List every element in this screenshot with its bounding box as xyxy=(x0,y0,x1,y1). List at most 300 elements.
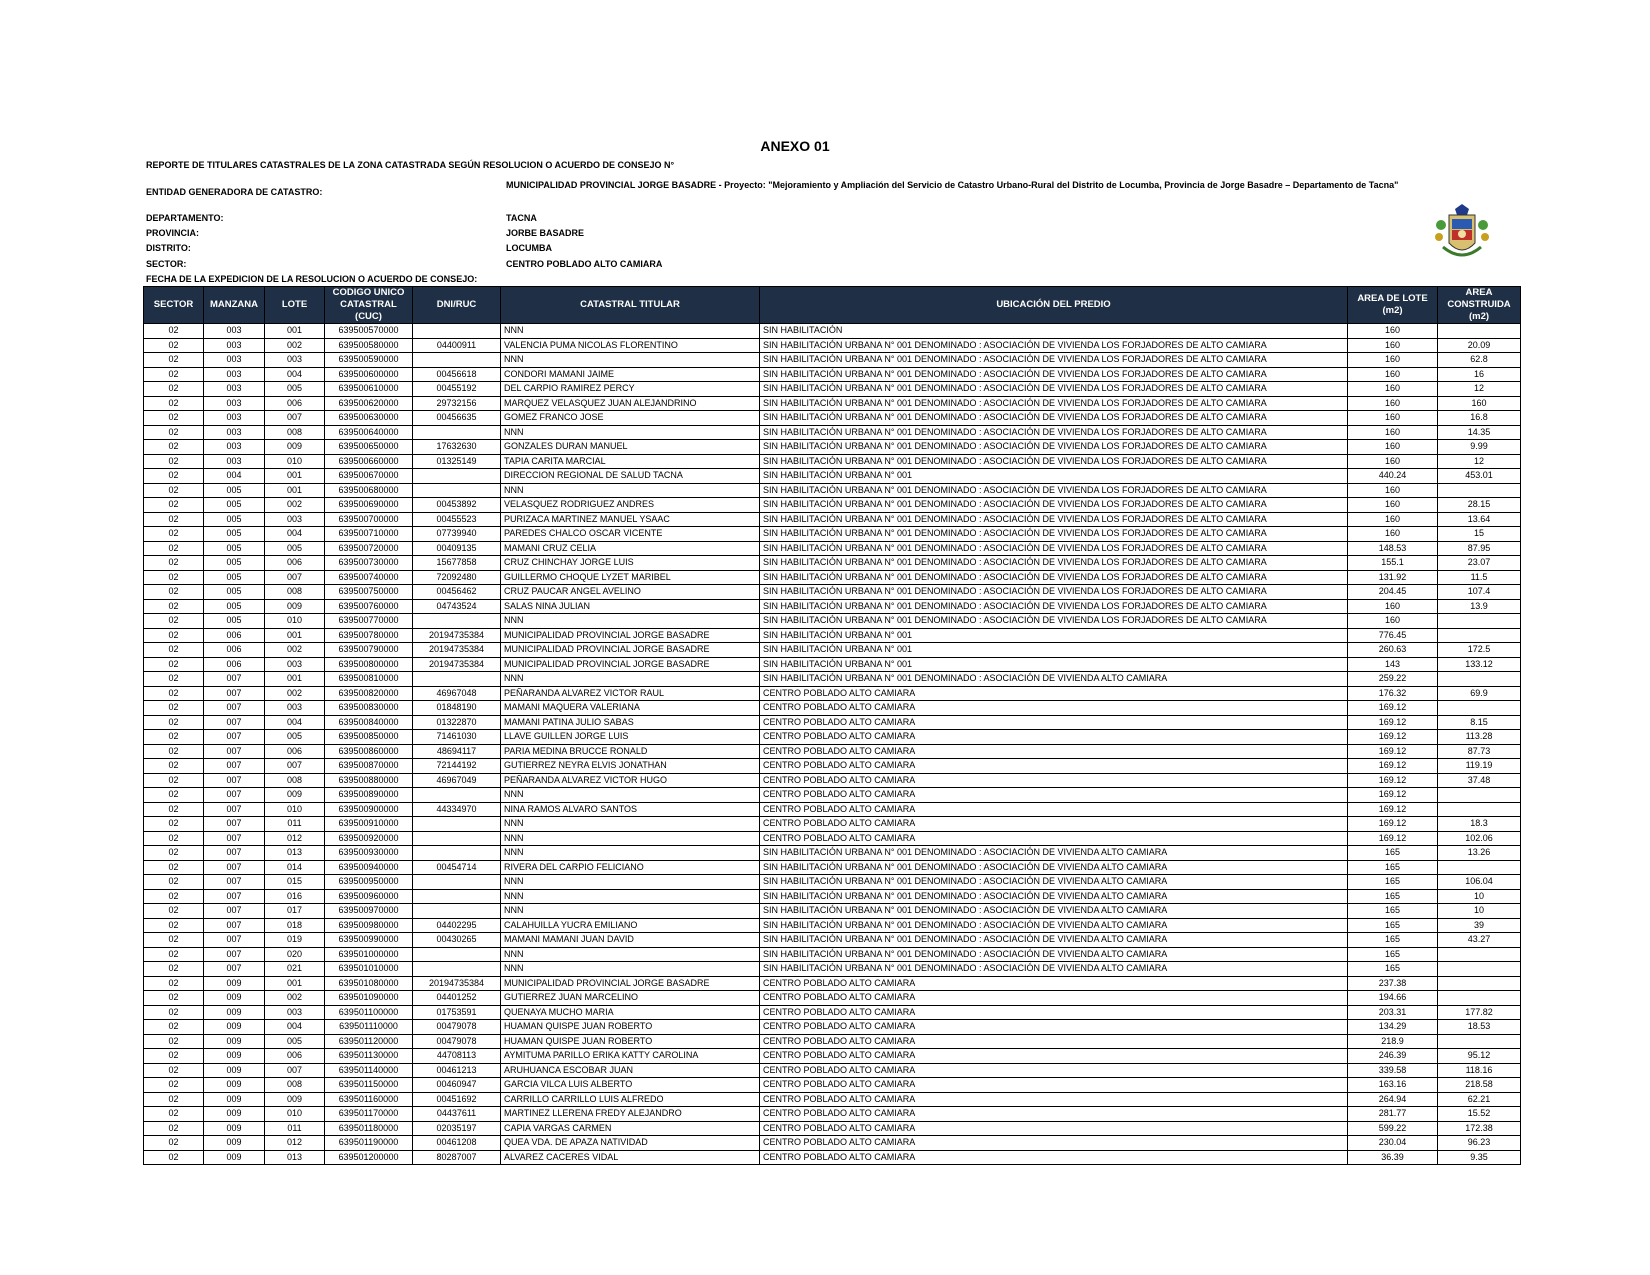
cuc-cell: 639500880000 xyxy=(325,773,413,788)
col-header-manzana: MANZANA xyxy=(204,287,265,324)
manzana-cell: 007 xyxy=(204,686,265,701)
sector-cell: 02 xyxy=(144,657,204,672)
sector-cell: 02 xyxy=(144,541,204,556)
lote-cell: 006 xyxy=(265,1049,325,1064)
dni-ruc-cell: 20194735384 xyxy=(413,643,501,658)
table-row xyxy=(144,425,1521,440)
table-row xyxy=(144,512,1521,527)
sector-cell: 02 xyxy=(144,947,204,962)
manzana-cell: 007 xyxy=(204,788,265,803)
sector-cell: 02 xyxy=(144,773,204,788)
manzana-cell: 007 xyxy=(204,904,265,919)
sector-cell: 02 xyxy=(144,628,204,643)
area-construida-cell: 87.95 xyxy=(1438,541,1521,556)
col-header-ubicacion: UBICACIÓN DEL PREDIO xyxy=(760,287,1348,324)
titular-cell: NNN xyxy=(501,483,760,498)
manzana-cell: 007 xyxy=(204,933,265,948)
dni-ruc-cell: 01753591 xyxy=(413,1005,501,1020)
table-row xyxy=(144,657,1521,672)
area-lote-cell: 169.12 xyxy=(1348,773,1438,788)
area-lote-cell: 599.22 xyxy=(1348,1121,1438,1136)
table-row xyxy=(144,628,1521,643)
lote-cell: 007 xyxy=(265,759,325,774)
manzana-cell: 005 xyxy=(204,556,265,571)
col-header-area-construida: AREA CONSTRUIDA (m2) xyxy=(1438,287,1521,324)
lote-cell: 008 xyxy=(265,425,325,440)
area-construida-cell: 160 xyxy=(1438,396,1521,411)
titular-cell: MARTINEZ LLERENA FREDY ALEJANDRO xyxy=(501,1107,760,1122)
manzana-cell: 007 xyxy=(204,962,265,977)
titular-cell: NNN xyxy=(501,846,760,861)
area-lote-cell: 160 xyxy=(1348,483,1438,498)
titular-cell: GARCIA VILCA LUIS ALBERTO xyxy=(501,1078,760,1093)
lote-cell: 001 xyxy=(265,628,325,643)
ubicacion-cell: SIN HABILITACIÓN URBANA N° 001 DENOMINADO : ASOCIACIÓN DE VIVIENDA ALTO CAMIARA xyxy=(760,672,1348,687)
area-construida-cell: 12 xyxy=(1438,454,1521,469)
area-construida-cell: 28.15 xyxy=(1438,498,1521,513)
manzana-cell: 005 xyxy=(204,585,265,600)
area-construida-cell: 453.01 xyxy=(1438,469,1521,484)
table-row xyxy=(144,918,1521,933)
titular-cell: RIVERA DEL CARPIO FELICIANO xyxy=(501,860,760,875)
titular-cell: PEÑARANDA ALVAREZ VICTOR RAUL xyxy=(501,686,760,701)
table-row xyxy=(144,1150,1521,1165)
table-row xyxy=(144,701,1521,716)
manzana-cell: 009 xyxy=(204,1150,265,1165)
ubicacion-cell: CENTRO POBLADO ALTO CAMIARA xyxy=(760,1005,1348,1020)
ubicacion-cell: CENTRO POBLADO ALTO CAMIARA xyxy=(760,1121,1348,1136)
sector-cell: 02 xyxy=(144,570,204,585)
ubicacion-cell: SIN HABILITACIÓN URBANA N° 001 DENOMINADO : ASOCIACIÓN DE VIVIENDA LOS FORJADORES DE ALTO CAMIARA xyxy=(760,570,1348,585)
area-construida-cell xyxy=(1438,860,1521,875)
area-lote-cell: 160 xyxy=(1348,367,1438,382)
lote-cell: 012 xyxy=(265,1136,325,1151)
area-construida-cell: 95.12 xyxy=(1438,1049,1521,1064)
titular-cell: GUTIERREZ NEYRA ELVIS JONATHAN xyxy=(501,759,760,774)
titular-cell: TAPIA CARITA MARCIAL xyxy=(501,454,760,469)
lote-cell: 003 xyxy=(265,657,325,672)
table-row xyxy=(144,1005,1521,1020)
lote-cell: 012 xyxy=(265,831,325,846)
area-construida-cell: 10 xyxy=(1438,904,1521,919)
lote-cell: 005 xyxy=(265,730,325,745)
departamento-label: DEPARTAMENTO: xyxy=(146,213,224,223)
area-construida-cell: 13.9 xyxy=(1438,599,1521,614)
cuc-cell: 639501170000 xyxy=(325,1107,413,1122)
titular-cell: MUNICIPALIDAD PROVINCIAL JORGE BASADRE xyxy=(501,657,760,672)
sector-cell: 02 xyxy=(144,991,204,1006)
area-lote-cell: 160 xyxy=(1348,396,1438,411)
table-row xyxy=(144,846,1521,861)
cuc-cell: 639501150000 xyxy=(325,1078,413,1093)
area-lote-cell: 134.29 xyxy=(1348,1020,1438,1035)
area-construida-cell xyxy=(1438,788,1521,803)
ubicacion-cell: SIN HABILITACIÓN URBANA N° 001 DENOMINADO : ASOCIACIÓN DE VIVIENDA LOS FORJADORES DE ALTO CAMIARA xyxy=(760,527,1348,542)
dni-ruc-cell: 07739940 xyxy=(413,527,501,542)
ubicacion-cell: CENTRO POBLADO ALTO CAMIARA xyxy=(760,1107,1348,1122)
manzana-cell: 007 xyxy=(204,875,265,890)
area-construida-cell: 69.9 xyxy=(1438,686,1521,701)
cuc-cell: 639501120000 xyxy=(325,1034,413,1049)
ubicacion-cell: SIN HABILITACIÓN xyxy=(760,324,1348,339)
titular-cell: NINA RAMOS ALVARO SANTOS xyxy=(501,802,760,817)
dni-ruc-cell xyxy=(413,831,501,846)
manzana-cell: 009 xyxy=(204,1005,265,1020)
dni-ruc-cell: 00456462 xyxy=(413,585,501,600)
sector-cell: 02 xyxy=(144,875,204,890)
table-row xyxy=(144,614,1521,629)
sector-cell: 02 xyxy=(144,933,204,948)
dni-ruc-cell: 20194735384 xyxy=(413,628,501,643)
ubicacion-cell: SIN HABILITACIÓN URBANA N° 001 DENOMINADO : ASOCIACIÓN DE VIVIENDA LOS FORJADORES DE ALTO CAMIARA xyxy=(760,483,1348,498)
cuc-cell: 639500720000 xyxy=(325,541,413,556)
lote-cell: 021 xyxy=(265,962,325,977)
area-construida-cell: 177.82 xyxy=(1438,1005,1521,1020)
area-lote-cell: 169.12 xyxy=(1348,715,1438,730)
ubicacion-cell: SIN HABILITACIÓN URBANA N° 001 DENOMINADO : ASOCIACIÓN DE VIVIENDA LOS FORJADORES DE ALTO CAMIARA xyxy=(760,454,1348,469)
titular-cell: VELASQUEZ RODRIGUEZ ANDRES xyxy=(501,498,760,513)
manzana-cell: 009 xyxy=(204,1078,265,1093)
cuc-cell: 639500600000 xyxy=(325,367,413,382)
sector-cell: 02 xyxy=(144,918,204,933)
titular-cell: PAREDES CHALCO OSCAR VICENTE xyxy=(501,527,760,542)
ubicacion-cell: SIN HABILITACIÓN URBANA N° 001 DENOMINADO : ASOCIACIÓN DE VIVIENDA LOS FORJADORES DE ALTO CAMIARA xyxy=(760,541,1348,556)
lote-cell: 002 xyxy=(265,643,325,658)
ubicacion-cell: SIN HABILITACIÓN URBANA N° 001 xyxy=(760,643,1348,658)
area-lote-cell: 160 xyxy=(1348,324,1438,339)
dni-ruc-cell: 20194735384 xyxy=(413,976,501,991)
titular-cell: MUNICIPALIDAD PROVINCIAL JORGE BASADRE xyxy=(501,976,760,991)
ubicacion-cell: CENTRO POBLADO ALTO CAMIARA xyxy=(760,1034,1348,1049)
area-lote-cell: 165 xyxy=(1348,947,1438,962)
lote-cell: 015 xyxy=(265,875,325,890)
titular-cell: DEL CARPIO RAMIREZ PERCY xyxy=(501,382,760,397)
sector-cell: 02 xyxy=(144,599,204,614)
ubicacion-cell: CENTRO POBLADO ALTO CAMIARA xyxy=(760,1078,1348,1093)
entidad-label: ENTIDAD GENERADORA DE CATASTRO: xyxy=(146,187,323,197)
dni-ruc-cell: 00455192 xyxy=(413,382,501,397)
area-lote-cell: 169.12 xyxy=(1348,730,1438,745)
table-header-row xyxy=(144,287,1521,324)
manzana-cell: 006 xyxy=(204,657,265,672)
cuc-cell: 639500620000 xyxy=(325,396,413,411)
table-row xyxy=(144,527,1521,542)
dni-ruc-cell: 01325149 xyxy=(413,454,501,469)
manzana-cell: 009 xyxy=(204,1020,265,1035)
dni-ruc-cell xyxy=(413,817,501,832)
lote-cell: 013 xyxy=(265,1150,325,1165)
area-construida-cell: 43.27 xyxy=(1438,933,1521,948)
lote-cell: 009 xyxy=(265,788,325,803)
sector-cell: 02 xyxy=(144,454,204,469)
sector-cell: 02 xyxy=(144,1121,204,1136)
cuc-cell: 639500920000 xyxy=(325,831,413,846)
cuc-cell: 639500890000 xyxy=(325,788,413,803)
sector-cell: 02 xyxy=(144,585,204,600)
table-row xyxy=(144,715,1521,730)
sector-cell: 02 xyxy=(144,469,204,484)
municipal-logo-icon xyxy=(1433,203,1491,269)
titular-cell: CRUZ CHINCHAY JORGE LUIS xyxy=(501,556,760,571)
lote-cell: 003 xyxy=(265,512,325,527)
table-row xyxy=(144,1034,1521,1049)
table-row xyxy=(144,991,1521,1006)
lote-cell: 016 xyxy=(265,889,325,904)
area-lote-cell: 165 xyxy=(1348,904,1438,919)
cuc-cell: 639500990000 xyxy=(325,933,413,948)
cuc-cell: 639501090000 xyxy=(325,991,413,1006)
lote-cell: 001 xyxy=(265,469,325,484)
area-lote-cell: 259.22 xyxy=(1348,672,1438,687)
cuc-cell: 639500570000 xyxy=(325,324,413,339)
sector-cell: 02 xyxy=(144,846,204,861)
table-row xyxy=(144,672,1521,687)
sector-cell: 02 xyxy=(144,860,204,875)
lote-cell: 004 xyxy=(265,367,325,382)
lote-cell: 017 xyxy=(265,904,325,919)
col-header-lote: LOTE xyxy=(265,287,325,324)
area-construida-cell: 14.35 xyxy=(1438,425,1521,440)
area-lote-cell: 264.94 xyxy=(1348,1092,1438,1107)
distrito-label: DISTRITO: xyxy=(146,243,191,253)
table-row xyxy=(144,556,1521,571)
lote-cell: 010 xyxy=(265,802,325,817)
area-lote-cell: 160 xyxy=(1348,454,1438,469)
lote-cell: 003 xyxy=(265,353,325,368)
area-construida-cell: 118.16 xyxy=(1438,1063,1521,1078)
manzana-cell: 007 xyxy=(204,802,265,817)
area-lote-cell: 204.45 xyxy=(1348,585,1438,600)
manzana-cell: 009 xyxy=(204,1136,265,1151)
ubicacion-cell: CENTRO POBLADO ALTO CAMIARA xyxy=(760,788,1348,803)
dni-ruc-cell xyxy=(413,324,501,339)
sector-cell: 02 xyxy=(144,324,204,339)
area-construida-cell: 107.4 xyxy=(1438,585,1521,600)
col-header-area-lote: AREA DE LOTE (m2) xyxy=(1348,287,1438,324)
sector-cell: 02 xyxy=(144,686,204,701)
cuc-cell: 639501200000 xyxy=(325,1150,413,1165)
cuc-cell: 639500710000 xyxy=(325,527,413,542)
manzana-cell: 005 xyxy=(204,541,265,556)
sector-cell: 02 xyxy=(144,498,204,513)
sector-cell: 02 xyxy=(144,643,204,658)
sector-cell: 02 xyxy=(144,1005,204,1020)
cuc-cell: 639500700000 xyxy=(325,512,413,527)
cuc-cell: 639500800000 xyxy=(325,657,413,672)
area-construida-cell: 8.15 xyxy=(1438,715,1521,730)
ubicacion-cell: CENTRO POBLADO ALTO CAMIARA xyxy=(760,1136,1348,1151)
area-construida-cell: 13.26 xyxy=(1438,846,1521,861)
table-row xyxy=(144,338,1521,353)
manzana-cell: 009 xyxy=(204,1107,265,1122)
lote-cell: 006 xyxy=(265,744,325,759)
area-construida-cell: 12 xyxy=(1438,382,1521,397)
titular-cell: CONDORI MAMANI JAIME xyxy=(501,367,760,382)
dni-ruc-cell: 00453892 xyxy=(413,498,501,513)
area-construida-cell xyxy=(1438,802,1521,817)
ubicacion-cell: CENTRO POBLADO ALTO CAMIARA xyxy=(760,715,1348,730)
cuc-cell: 639500630000 xyxy=(325,411,413,426)
cuc-cell: 639500950000 xyxy=(325,875,413,890)
manzana-cell: 007 xyxy=(204,817,265,832)
table-row xyxy=(144,353,1521,368)
area-lote-cell: 160 xyxy=(1348,599,1438,614)
area-lote-cell: 260.63 xyxy=(1348,643,1438,658)
ubicacion-cell: SIN HABILITACIÓN URBANA N° 001 DENOMINADO : ASOCIACIÓN DE VIVIENDA LOS FORJADORES DE ALTO CAMIARA xyxy=(760,425,1348,440)
dni-ruc-cell: 00460947 xyxy=(413,1078,501,1093)
area-construida-cell xyxy=(1438,947,1521,962)
sector-cell: 02 xyxy=(144,353,204,368)
ubicacion-cell: SIN HABILITACIÓN URBANA N° 001 DENOMINADO : ASOCIACIÓN DE VIVIENDA LOS FORJADORES DE ALTO CAMIARA xyxy=(760,338,1348,353)
manzana-cell: 006 xyxy=(204,628,265,643)
cuc-cell: 639501010000 xyxy=(325,962,413,977)
manzana-cell: 003 xyxy=(204,353,265,368)
lote-cell: 009 xyxy=(265,440,325,455)
ubicacion-cell: CENTRO POBLADO ALTO CAMIARA xyxy=(760,701,1348,716)
sector-cell: 02 xyxy=(144,817,204,832)
cuc-cell: 639500650000 xyxy=(325,440,413,455)
sector-cell: 02 xyxy=(144,411,204,426)
manzana-cell: 003 xyxy=(204,454,265,469)
manzana-cell: 007 xyxy=(204,730,265,745)
ubicacion-cell: SIN HABILITACIÓN URBANA N° 001 xyxy=(760,657,1348,672)
area-construida-cell: 15.52 xyxy=(1438,1107,1521,1122)
titular-cell: GONZALES DURAN MANUEL xyxy=(501,440,760,455)
dni-ruc-cell: 46967049 xyxy=(413,773,501,788)
dni-ruc-cell: 04401252 xyxy=(413,991,501,1006)
ubicacion-cell: SIN HABILITACIÓN URBANA N° 001 DENOMINADO : ASOCIACIÓN DE VIVIENDA LOS FORJADORES DE ALTO CAMIARA xyxy=(760,556,1348,571)
dni-ruc-cell: 72144192 xyxy=(413,759,501,774)
sector-cell: 02 xyxy=(144,976,204,991)
titular-cell: NNN xyxy=(501,817,760,832)
area-lote-cell: 281.77 xyxy=(1348,1107,1438,1122)
manzana-cell: 004 xyxy=(204,469,265,484)
dni-ruc-cell: 02035197 xyxy=(413,1121,501,1136)
area-construida-cell: 37.48 xyxy=(1438,773,1521,788)
ubicacion-cell: CENTRO POBLADO ALTO CAMIARA xyxy=(760,802,1348,817)
area-lote-cell: 160 xyxy=(1348,512,1438,527)
departamento-value: TACNA xyxy=(506,213,537,223)
sector-cell: 02 xyxy=(144,672,204,687)
cuc-cell: 639500910000 xyxy=(325,817,413,832)
lote-cell: 014 xyxy=(265,860,325,875)
dni-ruc-cell: 01322870 xyxy=(413,715,501,730)
ubicacion-cell: CENTRO POBLADO ALTO CAMIARA xyxy=(760,976,1348,991)
manzana-cell: 005 xyxy=(204,614,265,629)
ubicacion-cell: SIN HABILITACIÓN URBANA N° 001 DENOMINADO : ASOCIACIÓN DE VIVIENDA ALTO CAMIARA xyxy=(760,889,1348,904)
ubicacion-cell: SIN HABILITACIÓN URBANA N° 001 DENOMINADO : ASOCIACIÓN DE VIVIENDA ALTO CAMIARA xyxy=(760,947,1348,962)
ubicacion-cell: CENTRO POBLADO ALTO CAMIARA xyxy=(760,817,1348,832)
table-row xyxy=(144,570,1521,585)
cuc-cell: 639501100000 xyxy=(325,1005,413,1020)
manzana-cell: 005 xyxy=(204,483,265,498)
ubicacion-cell: SIN HABILITACIÓN URBANA N° 001 DENOMINADO : ASOCIACIÓN DE VIVIENDA LOS FORJADORES DE ALTO CAMIARA xyxy=(760,614,1348,629)
lote-cell: 011 xyxy=(265,817,325,832)
area-lote-cell: 230.04 xyxy=(1348,1136,1438,1151)
cuc-cell: 639501000000 xyxy=(325,947,413,962)
cuc-cell: 639500750000 xyxy=(325,585,413,600)
titular-cell: NNN xyxy=(501,324,760,339)
cuc-cell: 639501130000 xyxy=(325,1049,413,1064)
ubicacion-cell: SIN HABILITACIÓN URBANA N° 001 DENOMINADO : ASOCIACIÓN DE VIVIENDA LOS FORJADORES DE ALTO CAMIARA xyxy=(760,411,1348,426)
manzana-cell: 007 xyxy=(204,860,265,875)
area-construida-cell: 11.5 xyxy=(1438,570,1521,585)
ubicacion-cell: SIN HABILITACIÓN URBANA N° 001 DENOMINADO : ASOCIACIÓN DE VIVIENDA LOS FORJADORES DE ALTO CAMIARA xyxy=(760,367,1348,382)
cuc-cell: 639500900000 xyxy=(325,802,413,817)
ubicacion-cell: CENTRO POBLADO ALTO CAMIARA xyxy=(760,1020,1348,1035)
sector-cell: 02 xyxy=(144,367,204,382)
area-lote-cell: 160 xyxy=(1348,440,1438,455)
cuc-cell: 639501160000 xyxy=(325,1092,413,1107)
entidad-value: MUNICIPALIDAD PROVINCIAL JORGE BASADRE - Proyecto: "Mejoramiento y Ampliación del Servicio de Catastro Urbano-Rural del Distrito de Locumba, Provincia de Jorge Basadre – Departamento de Tacna" xyxy=(506,180,1399,190)
area-lote-cell: 165 xyxy=(1348,889,1438,904)
cuc-cell: 639501110000 xyxy=(325,1020,413,1035)
table-row xyxy=(144,686,1521,701)
titular-cell: AYMITUMA PARILLO ERIKA KATTY CAROLINA xyxy=(501,1049,760,1064)
lote-cell: 001 xyxy=(265,976,325,991)
cuc-cell: 639500870000 xyxy=(325,759,413,774)
ubicacion-cell: SIN HABILITACIÓN URBANA N° 001 DENOMINADO : ASOCIACIÓN DE VIVIENDA ALTO CAMIARA xyxy=(760,875,1348,890)
lote-cell: 019 xyxy=(265,933,325,948)
titular-cell: MAMANI MAQUERA VALERIANA xyxy=(501,701,760,716)
area-lote-cell: 440.24 xyxy=(1348,469,1438,484)
lote-cell: 009 xyxy=(265,599,325,614)
lote-cell: 004 xyxy=(265,715,325,730)
sector-cell: 02 xyxy=(144,1034,204,1049)
titular-cell: NNN xyxy=(501,425,760,440)
manzana-cell: 009 xyxy=(204,1121,265,1136)
area-lote-cell: 169.12 xyxy=(1348,759,1438,774)
lote-cell: 002 xyxy=(265,338,325,353)
sector-cell: 02 xyxy=(144,1020,204,1035)
cuc-cell: 639500960000 xyxy=(325,889,413,904)
dni-ruc-cell: 00461213 xyxy=(413,1063,501,1078)
dni-ruc-cell: 00451692 xyxy=(413,1092,501,1107)
lote-cell: 006 xyxy=(265,396,325,411)
titular-cell: ALVAREZ CACERES VIDAL xyxy=(501,1150,760,1165)
sector-cell: 02 xyxy=(144,1107,204,1122)
area-lote-cell: 148.53 xyxy=(1348,541,1438,556)
area-lote-cell: 194.66 xyxy=(1348,991,1438,1006)
area-construida-cell: 87.73 xyxy=(1438,744,1521,759)
cuc-cell: 639500830000 xyxy=(325,701,413,716)
sector-cell: 02 xyxy=(144,1150,204,1165)
ubicacion-cell: SIN HABILITACIÓN URBANA N° 001 DENOMINADO : ASOCIACIÓN DE VIVIENDA LOS FORJADORES DE ALTO CAMIARA xyxy=(760,440,1348,455)
area-lote-cell: 160 xyxy=(1348,498,1438,513)
manzana-cell: 009 xyxy=(204,976,265,991)
lote-cell: 002 xyxy=(265,498,325,513)
manzana-cell: 009 xyxy=(204,1049,265,1064)
table-row xyxy=(144,976,1521,991)
dni-ruc-cell: 29732156 xyxy=(413,396,501,411)
table-body xyxy=(144,324,1521,1165)
lote-cell: 004 xyxy=(265,1020,325,1035)
area-construida-cell: 62.21 xyxy=(1438,1092,1521,1107)
titular-cell: NNN xyxy=(501,672,760,687)
cuc-cell: 639500940000 xyxy=(325,860,413,875)
lote-cell: 001 xyxy=(265,672,325,687)
table-row xyxy=(144,730,1521,745)
dni-ruc-cell: 00479078 xyxy=(413,1034,501,1049)
titular-cell: HUAMAN QUISPE JUAN ROBERTO xyxy=(501,1034,760,1049)
area-construida-cell: 172.38 xyxy=(1438,1121,1521,1136)
area-lote-cell: 143 xyxy=(1348,657,1438,672)
sector-cell: 02 xyxy=(144,382,204,397)
lote-cell: 002 xyxy=(265,686,325,701)
cuc-cell: 639500580000 xyxy=(325,338,413,353)
titular-cell: SALAS NINA JULIAN xyxy=(501,599,760,614)
cuc-cell: 639501140000 xyxy=(325,1063,413,1078)
